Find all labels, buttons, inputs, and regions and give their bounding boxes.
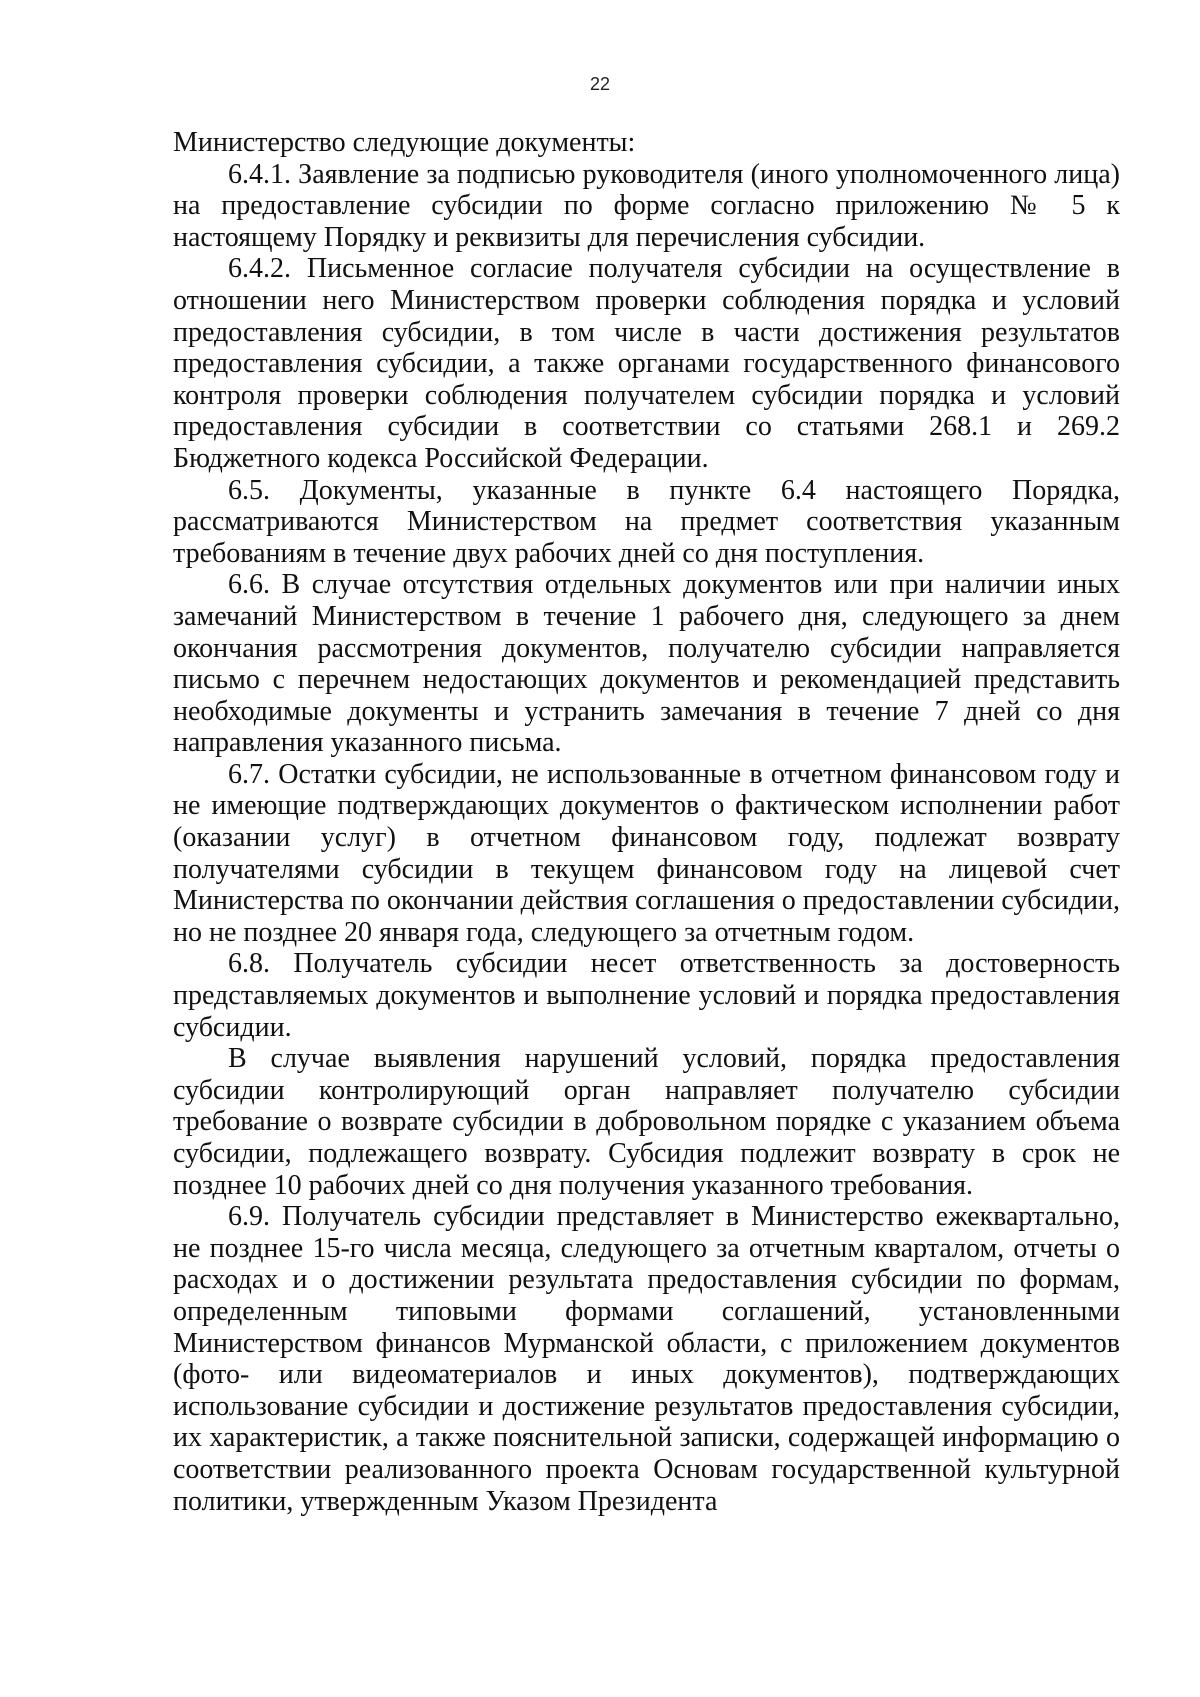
- page-number: 22: [589, 74, 611, 94]
- paragraph-6-5: 6.5. Документы, указанные в пункте 6.4 настоящего Порядка, рассматриваются Министерством на предмет соответствия указанным требованиям в течение двух рабочих дней со дня поступления.: [173, 474, 1120, 569]
- paragraph-intro: Министерство следующие документы:: [173, 127, 636, 158]
- paragraph-violation-return: В случае выявления нарушений условий, порядка предоставления субсидии контролирующий орган направляет получателю субсидии требование о возврате субсидии в добровольном порядке с указанием объема субсидии, подлежащего возврату. Субсидия подлежит возврату в срок не позднее 10 рабочих дней со дня получения указанного требования.: [173, 1043, 1120, 1201]
- paragraph-6-6: 6.6. В случае отсутствия отдельных документов или при наличии иных замечаний Министерством в течение 1 рабочего дня, следующего за днем окончания рассмотрения документов, получателю субсидии направляется письмо с перечнем недостающих документов и рекомендацией представить необходимые документы и устранить замечания в течение 7 дней со дня направления указанного письма.: [173, 569, 1120, 759]
- document-body: [173, 127, 1120, 1517]
- paragraph-6-4-2: 6.4.2. Письменное согласие получателя субсидии на осуществление в отношении него Министерством проверки соблюдения порядка и условий предоставления субсидии, в том числе в части достижения результатов предоставления субсидии, а также органами государственного финансового контроля проверки соблюдения получателем субсидии порядка и условий предоставления субсидии в соответствии со статьями 268.1 и 269.2 Бюджетного кодекса Российской Федерации.: [173, 253, 1120, 474]
- paragraph-6-4-1: 6.4.1. Заявление за подписью руководителя (иного уполномоченного лица) на предоставление субсидии по форме согласно приложению № 5 к настоящему Порядку и реквизиты для перечисления субсидии.: [173, 158, 1120, 253]
- paragraph-6-8: 6.8. Получатель субсидии несет ответственность за достоверность представляемых документов и выполнение условий и порядка предоставления субсидии.: [173, 948, 1120, 1043]
- paragraph-6-9: 6.9. Получатель субсидии представляет в Министерство ежеквартально, не позднее 15-го числа месяца, следующего за отчетным кварталом, отчеты о расходах и о достижении результата предоставления субсидии по формам, определенным типовыми формами соглашений, установленными Министерством финансов Мурманской области, с приложением документов (фото- или видеоматериалов и иных документов), подтверждающих использование субсидии и достижение результатов предоставления субсидии, их характеристик, а также пояснительной записки, содержащей информацию о соответствии реализованного проекта Основам государственной культурной политики, утвержденным Указом Президента: [173, 1201, 1120, 1517]
- paragraph-6-7: 6.7. Остатки субсидии, не использованные в отчетном финансовом году и не имеющие подтверждающих документов о фактическом исполнении работ (оказании услуг) в отчетном финансовом году, подлежат возврату получателями субсидии в текущем финансовом году на лицевой счет Министерства по окончании действия соглашения о предоставлении субсидии, но не позднее 20 января года, следующего за отчетным годом.: [173, 758, 1120, 948]
